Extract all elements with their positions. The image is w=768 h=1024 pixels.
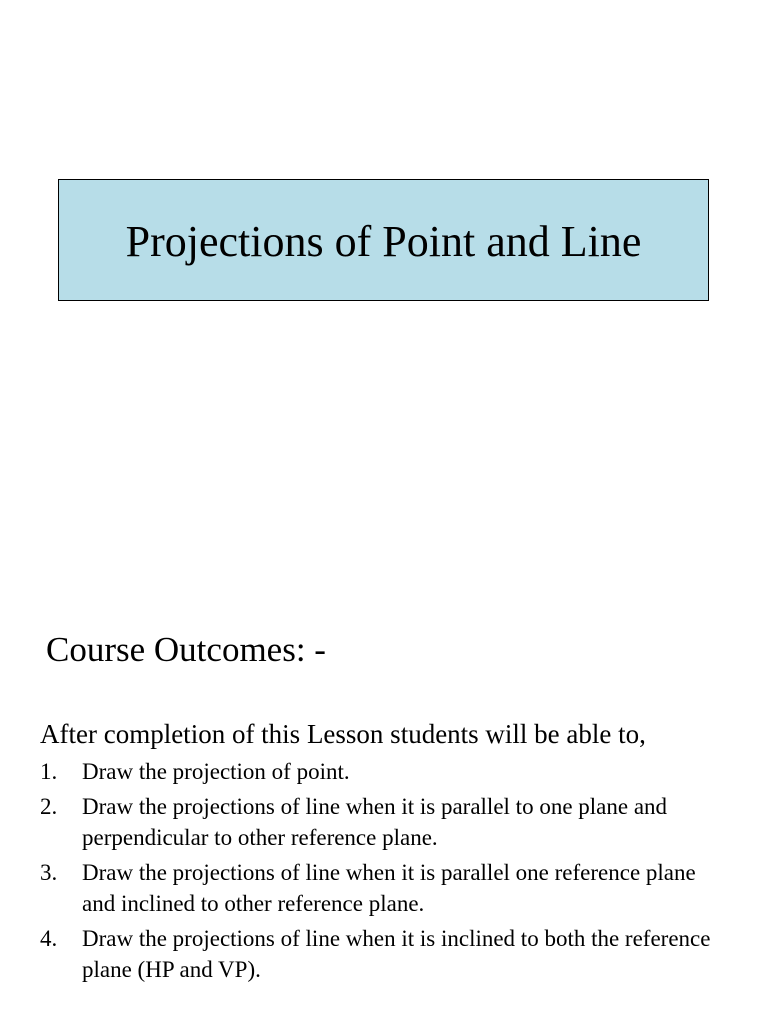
list-item-number: 1. [40,759,58,784]
list-item [40,857,730,920]
list-item-text: Draw the projections of line when it is parallel one reference plane and inclined to other reference plane. [82,859,696,916]
title-box [58,179,709,301]
course-outcomes-heading: Course Outcomes: - [46,630,326,669]
list-item-number: 4. [40,925,58,951]
list-item-text: Draw the projections of line when it is parallel to one plane and perpendicular to other reference plane. [82,793,668,850]
list-item [40,756,730,788]
list-item-text: Draw the projection of point. [82,759,350,784]
list-item-number: 2. [40,793,58,819]
page-title: Projections of Point and Line [125,217,642,266]
course-outcomes-list [40,756,730,989]
list-item [40,791,730,854]
list-item-text: Draw the projections of line when it is inclined to both the reference plane (HP and VP). [82,925,711,982]
course-outcomes-intro: After completion of this Lesson students will be able to, [40,719,646,749]
list-item-number: 3. [40,859,58,885]
list-item [40,923,730,986]
